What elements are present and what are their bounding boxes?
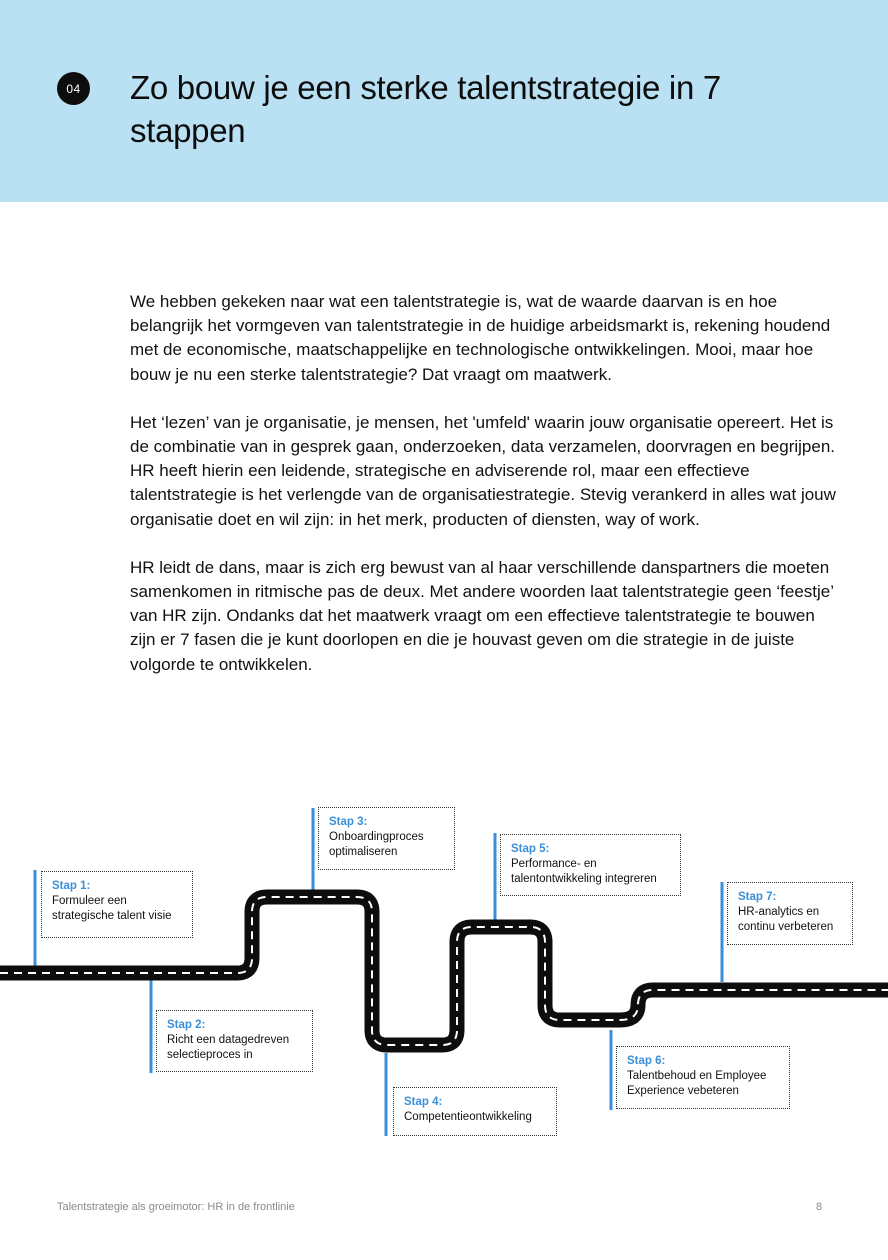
step-label: Stap 2: [167,1019,206,1031]
step-description: Talentbehoud en Employee Experience vebeteren [627,1070,767,1097]
step-label: Stap 3: [329,816,368,828]
step-label: Stap 5: [511,843,550,855]
step-6-box [616,1046,790,1109]
paragraph: Het ‘lezen’ van je organisatie, je mensen, het 'umfeld' waarin jouw organisatie opereert. Het is de combinatie van in gesprek gaan, onderzoeken, data verzamelen, doorvragen en begrijpen. HR heeft hierin een leidende, strategische en adviserende rol, maar een effectieve talentstrategie is het verlengde van de organisatiestrategie. Stevig verankerd in alles wat jouw organisatie doet en wil zijn: in het merk, producten of diensten, way of work. [130,412,836,529]
intro-text [130,290,842,701]
step-5-box [500,834,681,896]
page-title: Zo bouw je een sterke talentstrategie in 7 stappen [130,69,721,149]
step-4-box [393,1087,557,1136]
step-description: Performance- en talentontwikkeling integreren [511,858,657,885]
step-3-box [318,807,455,870]
page-number: 8 [816,1201,823,1213]
paragraph: We hebben gekeken naar wat een talentstrategie is, wat de waarde daarvan is en hoe belangrijk het vormgeven van talentstrategie in de huidige arbeidsmarkt is, rekening houdend met de economische, maatschappelijke en technologische ontwikkelingen. Mooi, maar hoe bouw je nu een sterke talentstrategie? Dat vraagt om maatwerk. [130,292,831,384]
step-label: Stap 4: [404,1096,443,1108]
step-description: Competentieontwikkeling [404,1111,532,1123]
step-label: Stap 7: [738,891,777,903]
step-description: HR-analytics en continu verbeteren [738,906,834,933]
step-description: Richt een datagedreven selectieproces in [167,1034,290,1061]
step-description: Onboardingproces optimaliseren [329,831,424,858]
step-label: Stap 6: [627,1055,666,1067]
header-band [0,0,888,202]
step-description: Formuleer een strategische talent visie [52,895,172,922]
step-1-box [41,871,193,938]
footer-title: Talentstrategie als groeimotor: HR in de frontlinie [57,1201,295,1213]
step-label: Stap 1: [52,880,91,892]
paragraph: HR leidt de dans, maar is zich erg bewust van al haar verschillende danspartners die moeten samenkomen in ritmische pas de deux. Met andere woorden laat talentstrategie geen ‘feestje’ van HR zijn. Ondanks dat het maatwerk vraagt om een effectieve talentstrategie te bouwen zijn er 7 fasen die je kunt doorlopen en die je houvast geven om die strategie in de juiste volgorde te ontwikkelen. [130,557,834,674]
section-number-badge: 04 [57,72,90,105]
step-2-box [156,1010,313,1072]
step-7-box [727,882,853,945]
